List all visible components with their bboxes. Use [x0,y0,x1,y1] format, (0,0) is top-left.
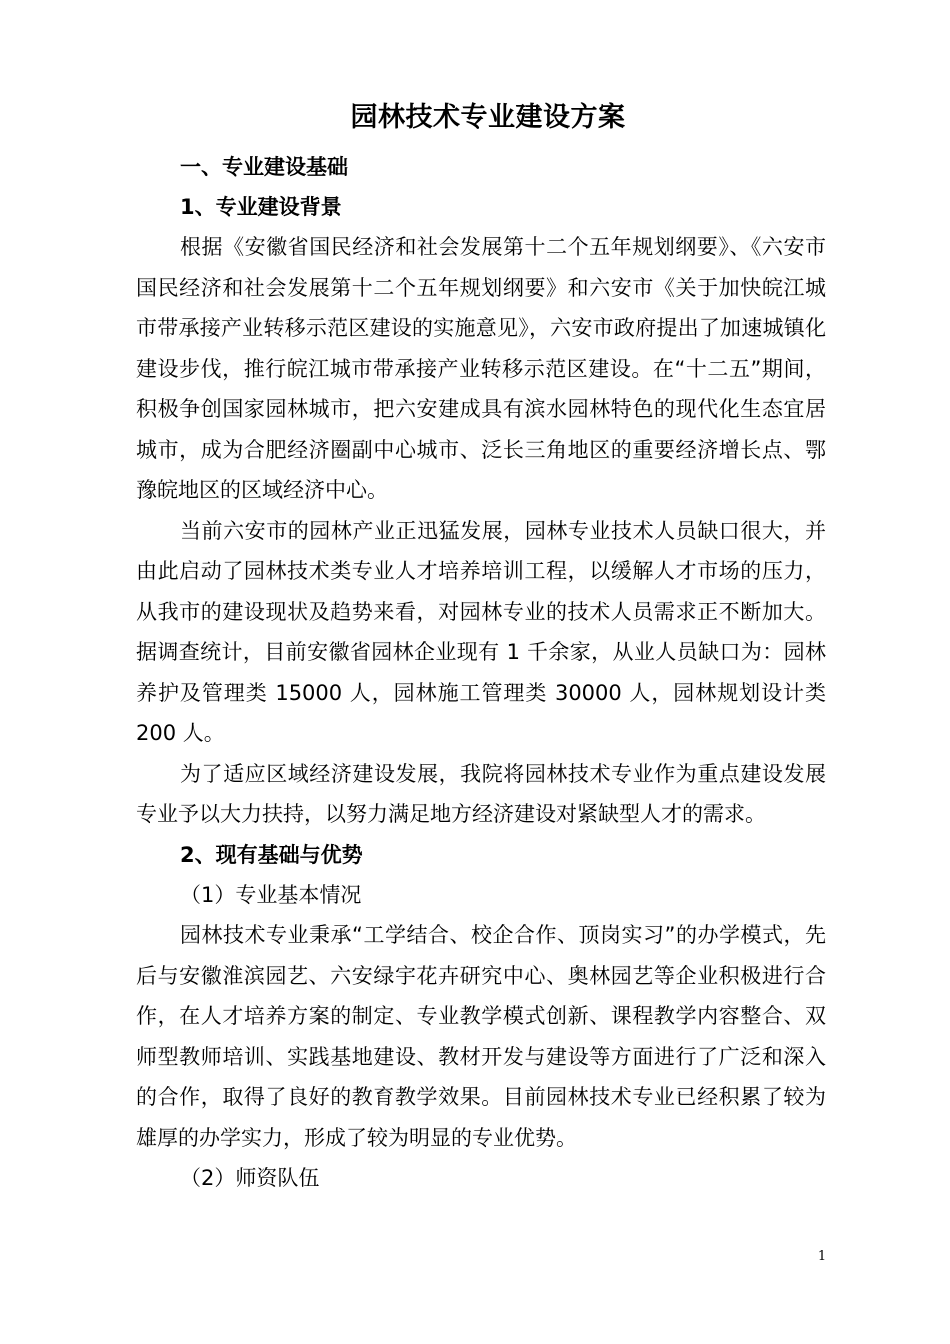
section-heading-basis: 一、专业建设基础 [180,155,348,179]
paragraph-development-goal: 为了适应区域经济建设发展，我院将园林技术专业作为重点建设发展专业予以大力扶持，以努力满足地方经济建设对紧缺型人才的需求。 [136,761,826,826]
subsection-heading-background: 1、专业建设背景 [180,195,342,219]
page-content [136,97,826,1199]
paragraph-planning-background: 根据《安徽省国民经济和社会发展第十二个五年规划纲要》、《六安市国民经济和社会发展第十二个五年规划纲要》和六安市《关于加快皖江城市带承接产业转移示范区建设的实施意见》，六安市政府提出了加速城镇化建设步伐，推行皖江城市带承接产业转移示范区建设。在“十二五”期间，积极争创国家园林城市，把六安建成具有滨水园林特色的现代化生态宜居城市，成为合肥经济圈副中心城市、泛长三角地区的重要经济增长点、鄂豫皖地区的区域经济中心。 [136,235,826,502]
paragraph-talent-demand: 当前六安市的园林产业正迅猛发展，园林专业技术人员缺口很大，并由此启动了园林技术类专业人才培养培训工程，以缓解人才市场的压力，从我市的建设现状及趋势来看，对园林专业的技术人员需求正不断加大。据调查统计，目前安徽省园林企业现有 1 千余家，从业人员缺口为：园林养护及管理类 15000 人，园林施工管理类 30000 人，园林规划设计类 200 人。 [136,518,826,745]
item-heading-basic-situation: （1）专业基本情况 [180,882,362,907]
page-title: 园林技术专业建设方案 [350,102,626,133]
paragraph-basic-situation: 园林技术专业秉承“工学结合、校企合作、顶岗实习”的办学模式，先后与安徽淮滨园艺、六安绿宇花卉研究中心、奥林园艺等企业积极进行合作，在人才培养方案的制定、专业教学模式创新、课程教学内容整合、双师型教师培训、实践基地建设、教材开发与建设等方面进行了广泛和深入的合作，取得了良好的教育教学效果。目前园林技术专业已经积累了较为雄厚的办学实力，形成了较为明显的专业优势。 [136,923,826,1150]
item-heading-faculty: （2）师资队伍 [180,1166,320,1190]
subsection-heading-foundation: 2、现有基础与优势 [180,842,363,867]
page-number: 1 [817,1249,827,1264]
